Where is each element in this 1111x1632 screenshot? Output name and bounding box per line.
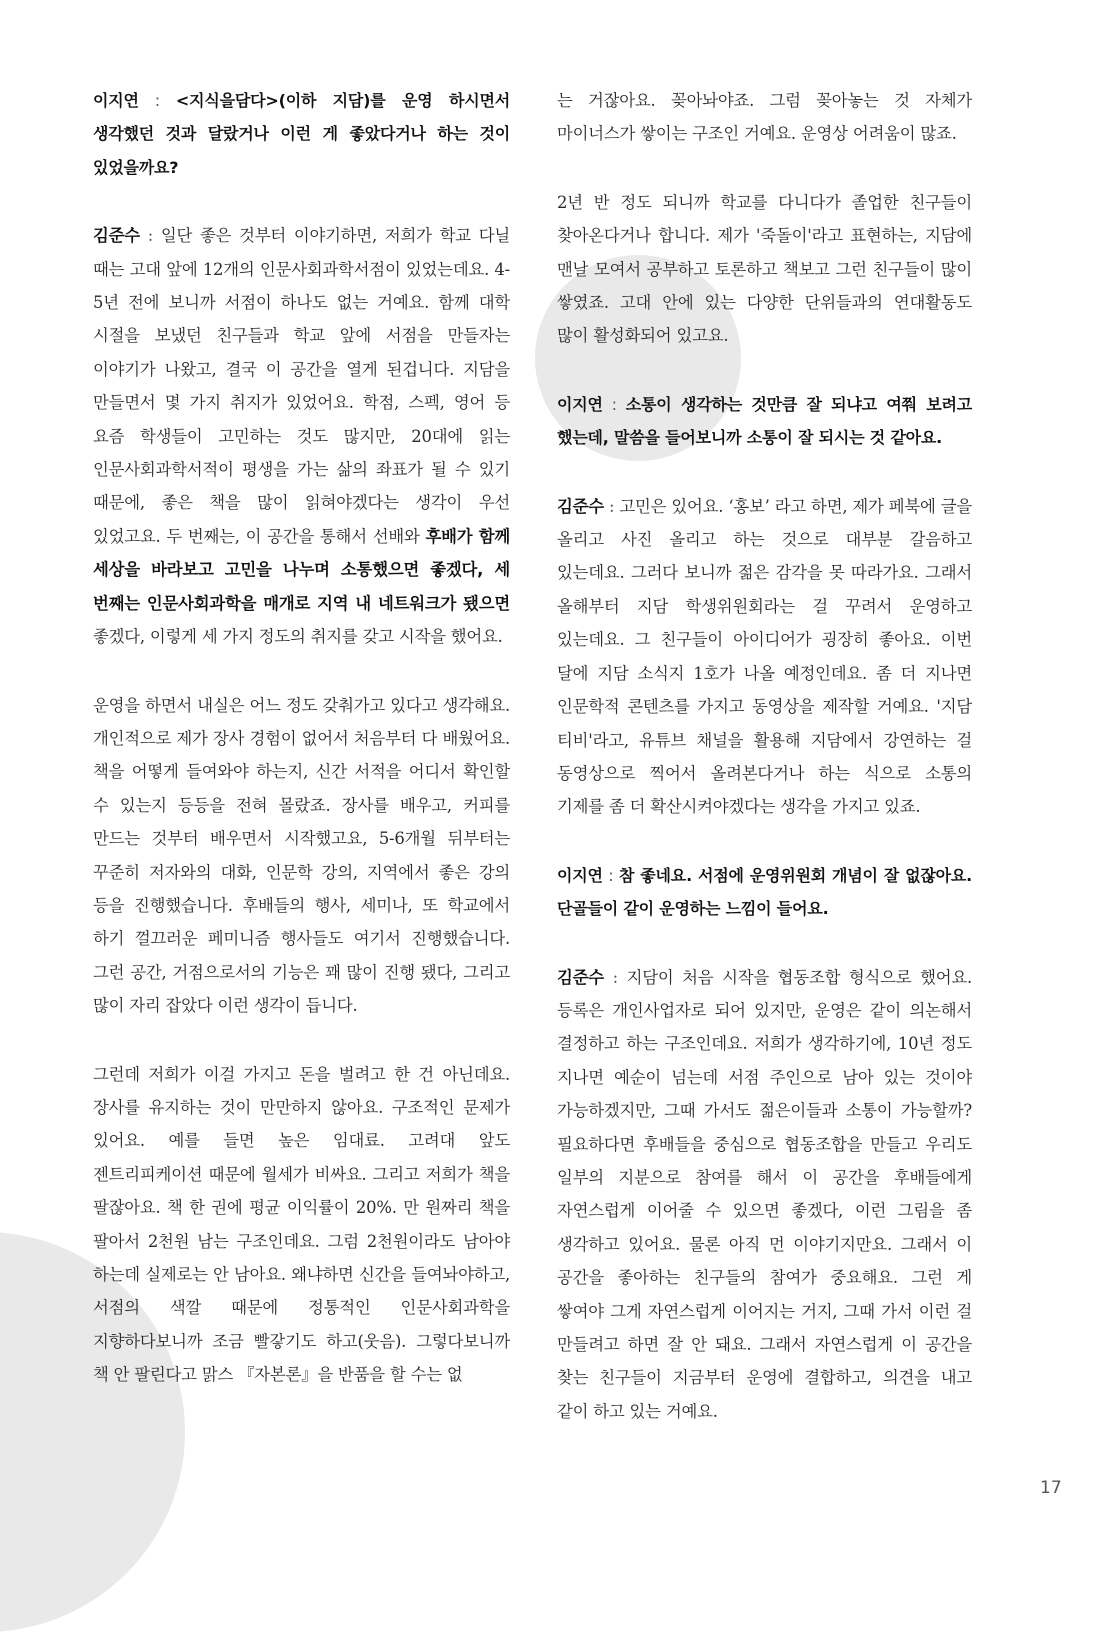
speaker-name: 이지연 — [93, 91, 139, 110]
answer-paragraph — [557, 490, 972, 824]
speaker-name: 이지연 — [557, 865, 603, 885]
body-paragraph: 2년 반 정도 되니까 학교를 다니다가 졸업한 친구들이 찾아온다거나 합니다. 제가 '죽돌이'라고 표현하는, 지담에 맨날 모여서 공부하고 토론하고 책보고 그런 친구들이 많이 쌓였죠. 고대 안에 있는 다양한 단위들과의 연대활동도 많이 활성화되어 있고요. — [557, 192, 972, 346]
speaker-separator: : — [602, 394, 626, 414]
speaker-name: 김준수 — [557, 967, 604, 987]
answer-text: 좋겠다, 이렇게 세 가지 정도의 취지를 갖고 시작을 했어요. — [93, 627, 503, 647]
left-column — [93, 84, 510, 1427]
right-column — [557, 84, 972, 1463]
speaker-name: 김준수 — [557, 496, 604, 516]
answer-text: 지담이 처음 시작을 협동조합 형식으로 했어요. 등록은 개인사업자로 되어 있지만, 운영은 같이 의논해서 결정하고 하는 구조인데요. 저희가 생각하기에, 10년 정도 지나면 예순이 넘는데 서점 주인으로 남아 있는 것이야 가능하겠지만, 그때 가서도 젊은이들과 소통이 가능할까? 필요하다면 후배들을 중심으로 협동조합을 만들고 우리도 일부의 지분으로 참여를 해서 이 공간을 후배들에게 자연스럽게 이어줄 수 있으면 좋겠다, 이런 그림을 좀 생각하고 있어요. 물론 아직 먼 이야기지만요. 그래서 이 공간을 좋아하는 친구들의 참여가 중요해요. 그런 게 쌓여야 그게 자연스럽게 이어지는 거지, 그때 가서 이런 걸 만들려고 하면 잘 안 돼요. 그래서 자연스럽게 이 공간을 찾는 친구들이 지금부터 운영에 결합하고, 의견을 내고 같이 하고 있는 거예요. — [557, 967, 973, 1421]
question-text: 소통이 생각하는 것만큼 잘 되냐고 여쭤 보려고 했는데, 말씀을 들어보니까 소통이 잘 되시는 것 같아요. — [557, 394, 973, 448]
page-number: 17 — [1040, 1478, 1062, 1498]
question-text: 참 좋네요. 서점에 운영위원회 개념이 잘 없잖아요. 단골들이 같이 운영하는 느낌이 들어요. — [557, 865, 972, 919]
speaker-name: 김준수 — [93, 226, 140, 246]
speaker-separator: : — [602, 865, 620, 885]
answer-text: 고민은 있어요. ‘홍보’ 라고 하면, 제가 페북에 글을 올리고 사진 올리고 하는 것으로 대부분 갈음하고 있는데요. 그러다 보니까 젊은 감각을 못 따라가요. 그래서 올해부터 지담 학생위원회라는 걸 꾸려서 운영하고 있는데요. 그 친구들이 아이디어가 굉장히 좋아요. 이번 달에 지담 소식지 1호가 나올 예정인데요. 좀 더 지나면 인문학적 콘텐츠를 가지고 동영상을 제작할 거예요. '지담 티비'라고, 유튜브 채널을 활용해 지담에서 강연하는 걸 동영상으로 찍어서 올려본다거나 하는 식으로 소통의 기제를 좀 더 확산시켜야겠다는 생각을 가지고 있죠. — [557, 496, 972, 817]
speaker-separator: : — [603, 496, 620, 516]
speaker-name: 이지연 — [557, 394, 603, 414]
answer-paragraph — [93, 219, 510, 653]
answer-text: 일단 좋은 것부터 이야기하면, 저희가 학교 다닐 때는 고대 앞에 12개의 인문사회과학서점이 있었는데요. 4-5년 전에 보니까 서점이 하나도 없는 거예요. 함께 대학 시절을 보냈던 친구들과 학교 앞에 서점을 만들자는 이야기가 나왔고, 결국 이 공간을 열게 된겁니다. 지담을 만들면서 몇 가지 취지가 있었어요. 학점, 스펙, 영어 등 요즘 학생들이 고민하는 것도 많지만, 20대에 읽는 인문사회과학서적이 평생을 가는 삶의 좌표가 될 수 있기 때문에, 좋은 책을 많이 읽혀야겠다는 생각이 우선 있었고요. 두 번째는, 이 공간을 통해서 선배와 — [93, 226, 511, 546]
speaker-separator: : — [139, 226, 161, 246]
body-paragraph: 그런데 저희가 이걸 가지고 돈을 벌려고 한 건 아닌데요. 장사를 유지하는 것이 만만하지 않아요. 구조적인 문제가 있어요. 예를 들면 높은 임대료. 고려대 앞도 젠트리피케이션 때문에 월세가 비싸요. 그리고 저희가 책을 팔잖아요. 책 한 권에 평균 이익률이 20%. 만 원짜리 책을 팔아서 2천원 남는 구조인데요. 그럼 2천원이라도 남아야 하는데 실제로는 안 남아요. 왜냐하면 신간을 들여놔야하고, 서점의 색깔 때문에 정통적인 인문사회과학을 지향하다보니까 조금 빨갛기도 하고(웃음). 그렇다보니까 책 안 팔린다고 맑스 『자본론』을 반품을 할 수는 없 — [93, 1064, 510, 1385]
question-paragraph — [557, 859, 972, 926]
answer-paragraph — [557, 961, 972, 1429]
body-paragraph: 운영을 하면서 내실은 어느 정도 갖춰가고 있다고 생각해요. 개인적으로 제가 장사 경험이 없어서 처음부터 다 배웠어요. 책을 어떻게 들여와야 하는지, 신간 서적을 어디서 확인할 수 있는지 등등을 전혀 몰랐죠. 장사를 배우고, 커피를 만드는 것부터 배우면서 시작했고요, 5-6개월 뒤부터는 꾸준히 저자와의 대화, 인문학 강의, 지역에서 좋은 강의 등을 진행했습니다. 후배들의 행사, 세미나, 또 학교에서 하기 껄끄러운 페미니즘 행사들도 여기서 진행했습니다. 그런 공간, 거점으로서의 기능은 꽤 많이 진행 됐다, 그리고 많이 자리 잡았다 이런 생각이 듭니다. — [93, 695, 510, 1016]
body-paragraph: 는 거잖아요. 꽂아놔야죠. 그럼 꽂아놓는 것 자체가 마이너스가 쌓이는 구조인 거예요. 운영상 어려움이 많죠. — [557, 91, 972, 144]
emphasized-text: 후배가 함께 세상을 바라보고 고민을 나누며 소통했으면 좋겠다, 세 번째는 인문사회과학을 매개로 지역 내 네트워크가 됐으면 — [93, 526, 510, 613]
question-text: <지식을담다>(이하 지담)를 운영 하시면서 생각했던 것과 달랐거나 이런 게 좋았다거나 하는 것이 있었을까요? — [93, 91, 510, 177]
question-paragraph — [557, 388, 972, 455]
speaker-separator: : — [138, 91, 176, 110]
question-paragraph — [93, 84, 510, 184]
speaker-separator: : — [603, 967, 627, 987]
